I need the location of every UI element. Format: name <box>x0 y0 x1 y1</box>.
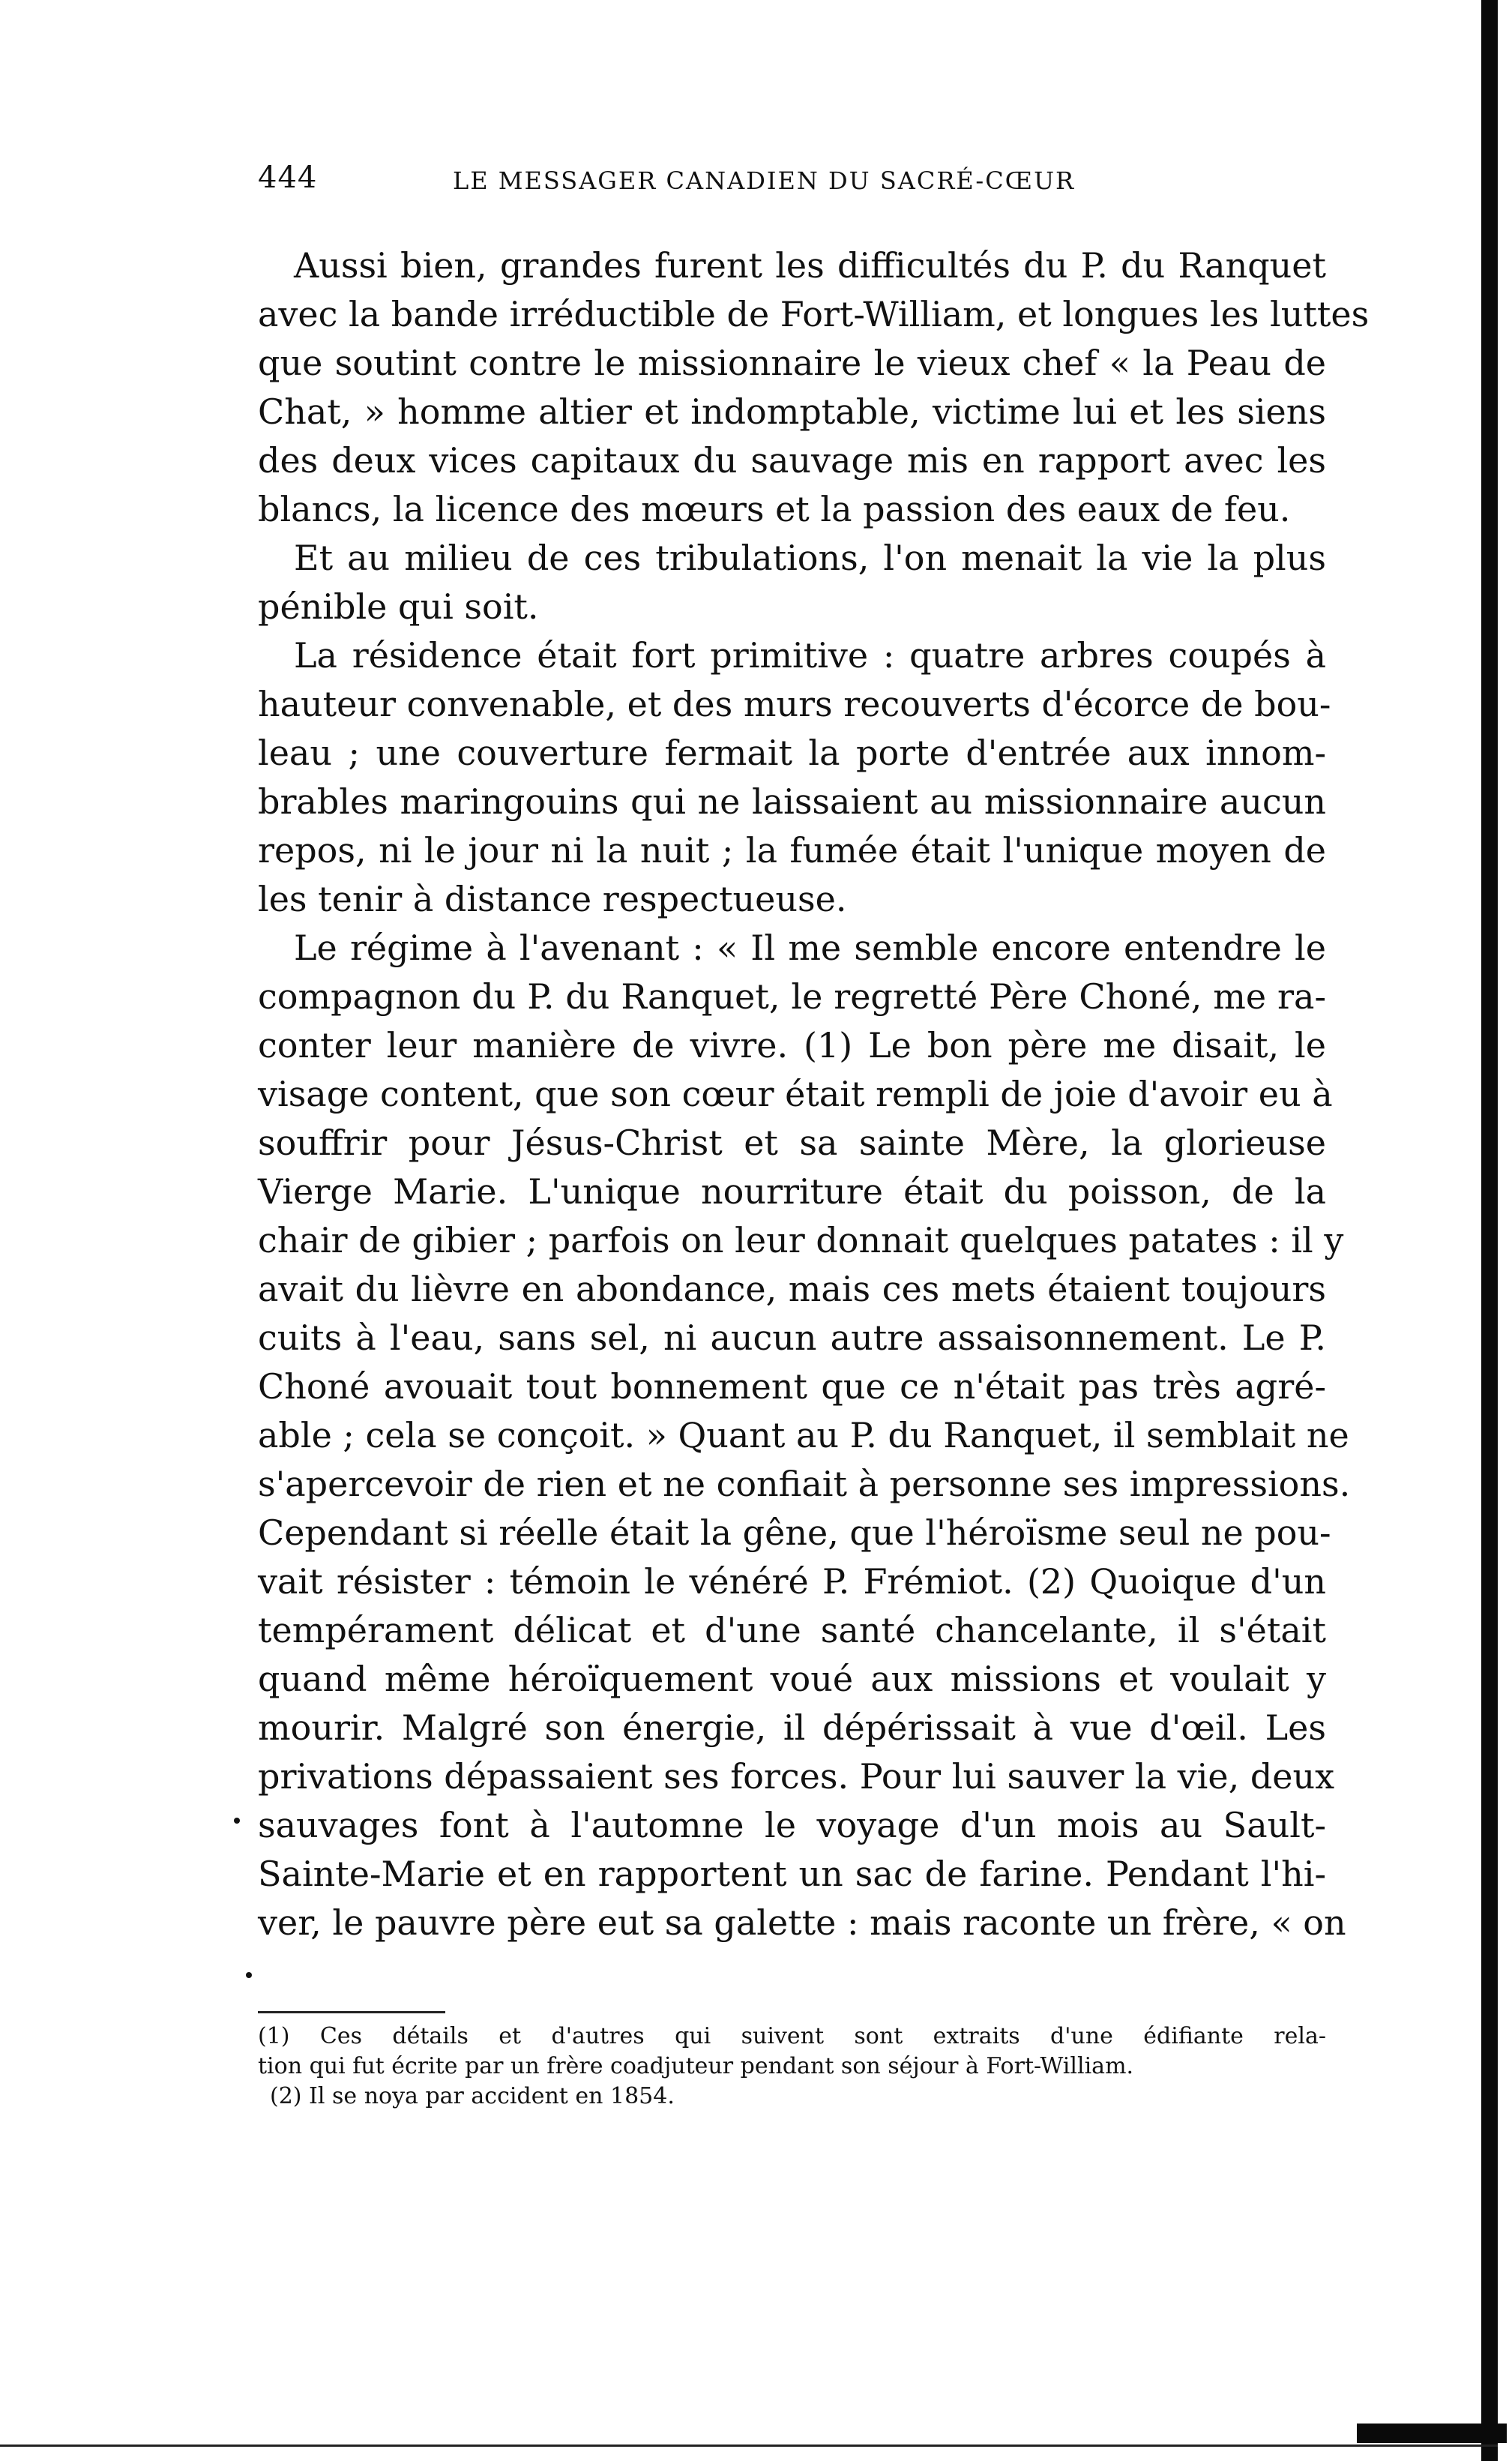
text-line: blancs, la licence des mœurs et la passion des eaux de feu. <box>258 489 1291 529</box>
text-line: quand même héroïquement voué aux missions et voulait y <box>258 1659 1326 1699</box>
text-line: des deux vices capitaux du sauvage mis en rapport avec les <box>258 440 1326 481</box>
text-line: sauvages font à l'automne le voyage d'un mois au Sault- <box>258 1805 1326 1845</box>
text-line: Choné avouait tout bonnement que ce n'était pas très agré- <box>258 1366 1326 1407</box>
footnotes <box>258 2022 1326 2112</box>
text-line: avait du lièvre en abondance, mais ces mets étaient toujours <box>258 1269 1326 1309</box>
text-line: Le régime à l'avenant : « Il me semble encore entendre le <box>294 928 1326 968</box>
margin-mark <box>234 1818 240 1824</box>
footnote-line: tion qui fut écrite par un frère coadjuteur pendant son séjour à Fort-William. <box>258 2053 1134 2079</box>
footnote-line: (2) Il se noya par accident en 1854. <box>270 2083 675 2109</box>
text-line: Cependant si réelle était la gêne, que l'héroïsme seul ne pou- <box>258 1512 1331 1553</box>
running-head: LE MESSAGER CANADIEN DU SACRÉ-CŒUR <box>453 166 1076 195</box>
text-line: souffrir pour Jésus-Christ et sa sainte Mère, la glorieuse <box>258 1123 1326 1163</box>
text-line: brables maringouins qui ne laissaient au missionnaire aucun <box>258 781 1326 822</box>
text-line: compagnon du P. du Ranquet, le regretté Père Choné, me ra- <box>258 976 1326 1017</box>
footnote-line: (1) Ces détails et d'autres qui suivent sont extraits d'une édifiante rela- <box>258 2023 1326 2049</box>
text-line: leau ; une couverture fermait la porte d'entrée aux innom- <box>258 733 1326 773</box>
text-line: visage content, que son cœur était rempli de joie d'avoir eu à <box>258 1074 1333 1114</box>
text-line: able ; cela se conçoit. » Quant au P. du Ranquet, il semblait ne <box>258 1415 1349 1455</box>
text-line: Aussi bien, grandes furent les difficultés du P. du Ranquet <box>294 245 1326 286</box>
text-line: chair de gibier ; parfois on leur donnait quelques patates : il y <box>258 1220 1344 1260</box>
page-number: 444 <box>258 160 318 195</box>
text-line: les tenir à distance respectueuse. <box>258 879 847 919</box>
body-text <box>258 241 1370 1947</box>
text-line: Et au milieu de ces tribulations, l'on menait la vie la plus <box>294 538 1326 578</box>
text-line: que soutint contre le missionnaire le vieux chef « la Peau de <box>258 343 1326 383</box>
text-line: mourir. Malgré son énergie, il dépérissait à vue d'œil. Les <box>258 1707 1326 1748</box>
text-line: Chat, » homme altier et indomptable, victime lui et les siens <box>258 391 1326 432</box>
scan-edge-bottom <box>0 2445 1498 2447</box>
text-line: ver, le pauvre père eut sa galette : mais raconte un frère, « on <box>258 1902 1346 1943</box>
text-line: cuits à l'eau, sans sel, ni aucun autre assaisonnement. Le P. <box>258 1317 1326 1358</box>
text-line: Sainte-Marie et en rapportent un sac de farine. Pendant l'hi- <box>258 1854 1326 1894</box>
footnote-rule <box>258 2011 445 2013</box>
text-line: pénible qui soit. <box>258 586 539 627</box>
margin-mark <box>246 1972 252 1978</box>
text-line: tempérament délicat et d'une santé chancelante, il s'était <box>258 1610 1326 1650</box>
scan-edge-bottom-corner <box>1357 2424 1507 2443</box>
text-line: Vierge Marie. L'unique nourriture était du poisson, de la <box>258 1171 1326 1212</box>
text-line: La résidence était fort primitive : quatre arbres coupés à <box>294 635 1326 676</box>
text-line: vait résister : témoin le vénéré P. Frémiot. (2) Quoique d'un <box>258 1561 1326 1602</box>
text-line: privations dépassaient ses forces. Pour lui sauver la vie, deux <box>258 1756 1335 1797</box>
page-header <box>258 160 1322 205</box>
text-line: s'apercevoir de rien et ne confiait à personne ses impressions. <box>258 1464 1351 1504</box>
text-line: conter leur manière de vivre. (1) Le bon père me disait, le <box>258 1025 1326 1066</box>
scan-edge-right <box>1481 0 1498 2461</box>
text-line: repos, ni le jour ni la nuit ; la fumée était l'unique moyen de <box>258 830 1326 871</box>
text-line: avec la bande irréductible de Fort-William, et longues les luttes <box>258 294 1370 334</box>
text-line: hauteur convenable, et des murs recouverts d'écorce de bou- <box>258 684 1331 724</box>
